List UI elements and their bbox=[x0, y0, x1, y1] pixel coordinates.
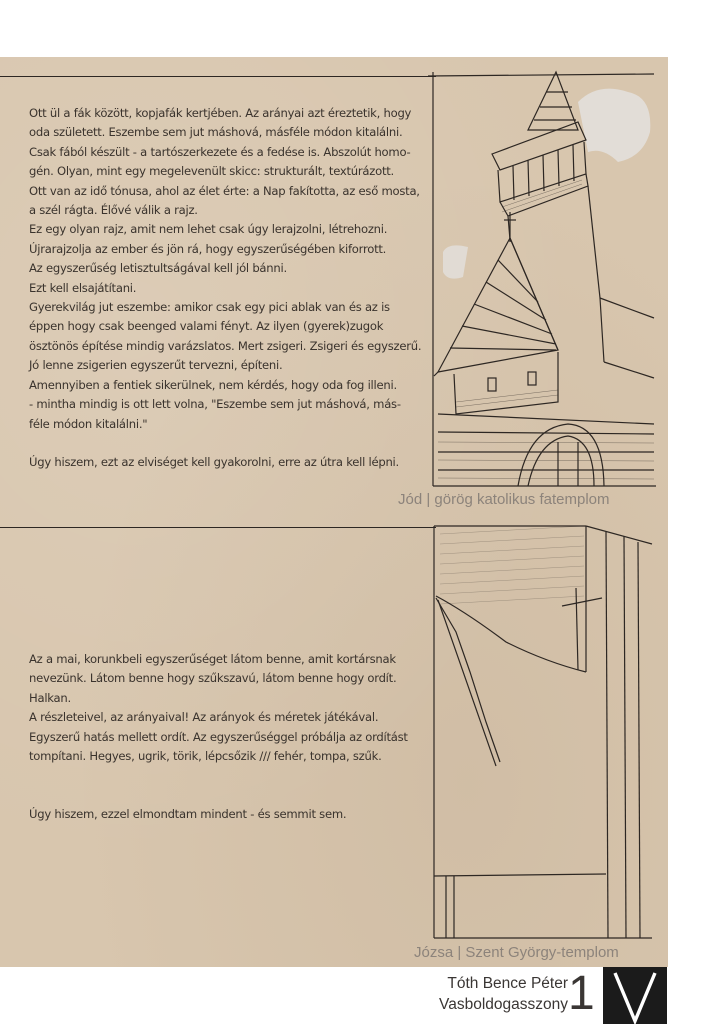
text-line: Halkan. bbox=[29, 690, 71, 705]
location-name: Vasboldogasszony bbox=[439, 996, 568, 1013]
section-2-caption: Józsa | Szent György-templom bbox=[414, 944, 619, 961]
text-line: féle módon kitalálni." bbox=[29, 416, 148, 431]
text-line: Ott van az idő tónusa, ahol az élet érte: a Nap fakította, az eső mosta, bbox=[29, 183, 420, 198]
text-line: Ott ül a fák között, kopjafák kertjében. Az arányai azt éreztetik, hogy bbox=[29, 106, 412, 120]
text-line: gén. Olyan, mint egy megelevenült skicc: strukturált, textúrázott. bbox=[29, 164, 394, 179]
middle-separator-line bbox=[0, 527, 436, 528]
v-logo-mark bbox=[603, 967, 667, 1024]
section-1-text bbox=[29, 104, 421, 473]
text-line: ösztönös építése mindig varázslatos. Mert zsigeri. Zsigeri és egyszerű. bbox=[29, 338, 422, 353]
text-line: oda született. Eszembe sem jut máshová, másféle módon kitalálni. bbox=[29, 125, 403, 140]
text-line: - mintha mindig is ott lett volna, "Eszembe sem jut máshová, más- bbox=[29, 397, 401, 412]
text-line: Az a mai, korunkbeli egyszerűséget látom benne, amit kortársnak bbox=[29, 652, 396, 666]
text-line: a szél rágta. Élővé válik a rajz. bbox=[29, 203, 198, 218]
text-line: Úgy hiszem, ezt az elviséget kell gyakorolni, erre az útra kell lépni. bbox=[29, 455, 399, 470]
text-line: nevezünk. Látom benne hogy szűkszavú, látom benne hogy ordít. bbox=[29, 671, 397, 686]
text-line: Egyszerű hatás mellett ordít. Az egyszerűséggel próbálja az ordítást bbox=[29, 729, 408, 744]
text-line: Amennyiben a fentiek sikerülnek, nem kérdés, hogy oda fog illeni. bbox=[29, 377, 397, 392]
wooden-church-sketch bbox=[428, 62, 660, 490]
text-line bbox=[29, 786, 408, 805]
section-1-caption: Jód | görög katolikus fatemplom bbox=[398, 491, 610, 508]
text-line: Gyerekvilág jut eszembe: amikor csak egy pici ablak van és az is bbox=[29, 300, 390, 315]
text-line: tompítani. Hegyes, ugrik, törik, lépcsőzik /// fehér, tompa, szűk. bbox=[29, 749, 382, 764]
text-line: Ezt kell elsajátítani. bbox=[29, 280, 137, 295]
modern-church-sketch bbox=[426, 522, 658, 940]
text-line: A részleteivel, az arányaival! Az arányok és méretek játékával. bbox=[29, 710, 379, 725]
top-separator-line bbox=[0, 76, 436, 77]
author-name: Tóth Bence Péter bbox=[447, 975, 568, 992]
text-line: Az egyszerűség letisztultságával kell jól bánni. bbox=[29, 261, 287, 276]
text-line: Úgy hiszem, ezzel elmondtam mindent - és semmit sem. bbox=[29, 807, 347, 822]
text-line: Jó lenne zsigerien egyszerűt tervezni, építeni. bbox=[29, 358, 283, 373]
text-line: Ez egy olyan rajz, amit nem lehet csak úgy lerajzolni, létrehozni. bbox=[29, 222, 388, 237]
section-2-text bbox=[29, 650, 408, 825]
text-line bbox=[29, 434, 421, 453]
sky-cloud-shape bbox=[578, 89, 650, 162]
text-line bbox=[29, 766, 408, 785]
text-line: Újrarajzolja az ember és jön rá, hogy egyszerűségében kiforrott. bbox=[29, 241, 387, 256]
text-line: éppen hogy csak beenged valami fényt. Az ilyen (gyerek)zugok bbox=[29, 319, 384, 334]
text-line: Csak fából készült - a tartószerkezete és a fedése is. Abszolút homo- bbox=[29, 144, 411, 159]
page-number: 1 bbox=[568, 967, 595, 1020]
